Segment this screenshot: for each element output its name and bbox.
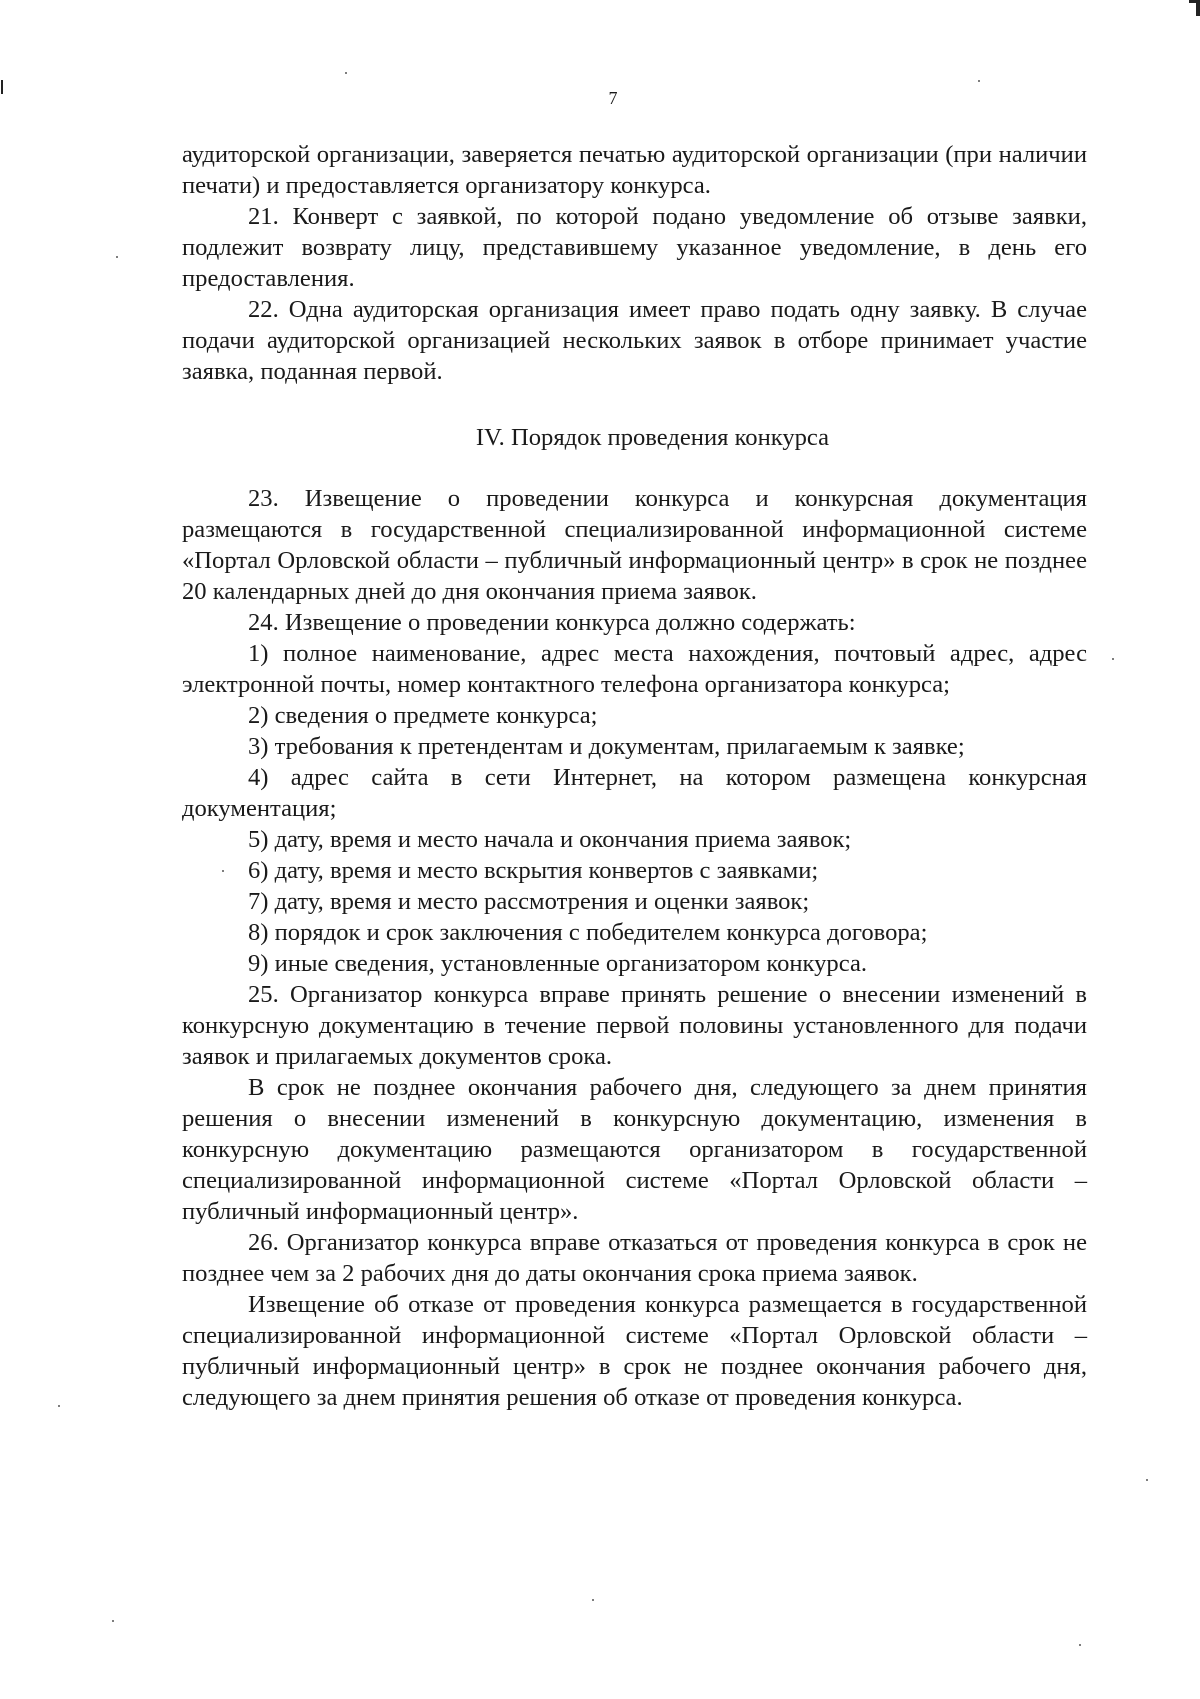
scan-speck	[978, 80, 980, 82]
list-item-3: 3) требования к претендентам и документам, прилагаемым к заявке;	[248, 733, 965, 760]
paragraph-24: 24. Извещение о проведении конкурса должно содержать:	[248, 609, 856, 636]
paragraph-26-continued: Извещение об отказе от проведения конкурса размещается в государственной специализированной информационной системе «Портал Орловской области – публичный информационный центр» в срок не позднее окончания рабочего дня, следующего за днем принятия решения об отказе от проведения конкурса.	[182, 1291, 1087, 1411]
paragraph-25-continued: В срок не позднее окончания рабочего дня, следующего за днем принятия решения о внесении изменений в конкурсную документацию, изменения в конкурсную документацию размещаются организатором в государственной специализированной информационной системе «Портал Орловской области – публичный информационный центр».	[182, 1074, 1087, 1225]
scan-speck	[592, 1599, 594, 1601]
list-item-7: 7) дату, время и место рассмотрения и оценки заявок;	[248, 888, 810, 915]
section-heading: IV. Порядок проведения конкурса	[475, 424, 830, 451]
scan-edge-mark	[1196, 0, 1200, 16]
scan-speck	[112, 1620, 114, 1622]
paragraph-continuation: аудиторской организации, заверяется печатью аудиторской организации (при наличии печати) и предоставляется организатору конкурса.	[182, 141, 1087, 199]
list-item-8: 8) порядок и срок заключения с победителем конкурса договора;	[248, 919, 928, 946]
scan-speck	[58, 1405, 60, 1407]
scan-speck	[345, 72, 347, 74]
list-item-9: 9) иные сведения, установленные организатором конкурса.	[248, 950, 868, 977]
paragraph-26: 26. Организатор конкурса вправе отказаться от проведения конкурса в срок не позднее чем за 2 рабочих дня до даты окончания срока приема заявок.	[182, 1229, 1087, 1287]
scan-edge-mark	[1, 80, 3, 94]
scan-speck	[1112, 658, 1114, 660]
scan-speck	[1079, 1644, 1081, 1646]
list-item-1: 1) полное наименование, адрес места нахождения, почтовый адрес, адрес электронной почты, номер контактного телефона организатора конкурса;	[182, 640, 1087, 698]
scan-speck	[222, 870, 224, 872]
list-item-6: 6) дату, время и место вскрытия конвертов с заявками;	[248, 857, 819, 884]
list-item-2: 2) сведения о предмете конкурса;	[248, 702, 598, 729]
paragraph-23: 23. Извещение о проведении конкурса и конкурсная документация размещаются в государственной специализированной информационной системе «Портал Орловской области – публичный информационный центр» в срок не позднее 20 календарных дней до дня окончания приема заявок.	[182, 485, 1087, 605]
section-text-block	[182, 483, 1087, 1413]
scan-speck	[1146, 1479, 1148, 1481]
list-item-4: 4) адрес сайта в сети Интернет, на котором размещена конкурсная документация;	[182, 764, 1087, 822]
paragraph-22: 22. Одна аудиторская организация имеет право подать одну заявку. В случае подачи аудиторской организацией нескольких заявок в отборе принимает участие заявка, поданная первой.	[182, 296, 1087, 385]
paragraph-21: 21. Конверт с заявкой, по которой подано уведомление об отзыве заявки, подлежит возврату лицу, представившему указанное уведомление, в день его предоставления.	[182, 203, 1087, 292]
paragraph-25: 25. Организатор конкурса вправе принять решение о внесении изменений в конкурсную документацию в течение первой половины установленного для подачи заявок и прилагаемых документов срока.	[182, 981, 1087, 1070]
page-number: 7	[608, 88, 618, 108]
list-item-5: 5) дату, время и место начала и окончания приема заявок;	[248, 826, 852, 853]
scan-speck	[116, 256, 118, 258]
top-text-block	[182, 139, 1087, 387]
